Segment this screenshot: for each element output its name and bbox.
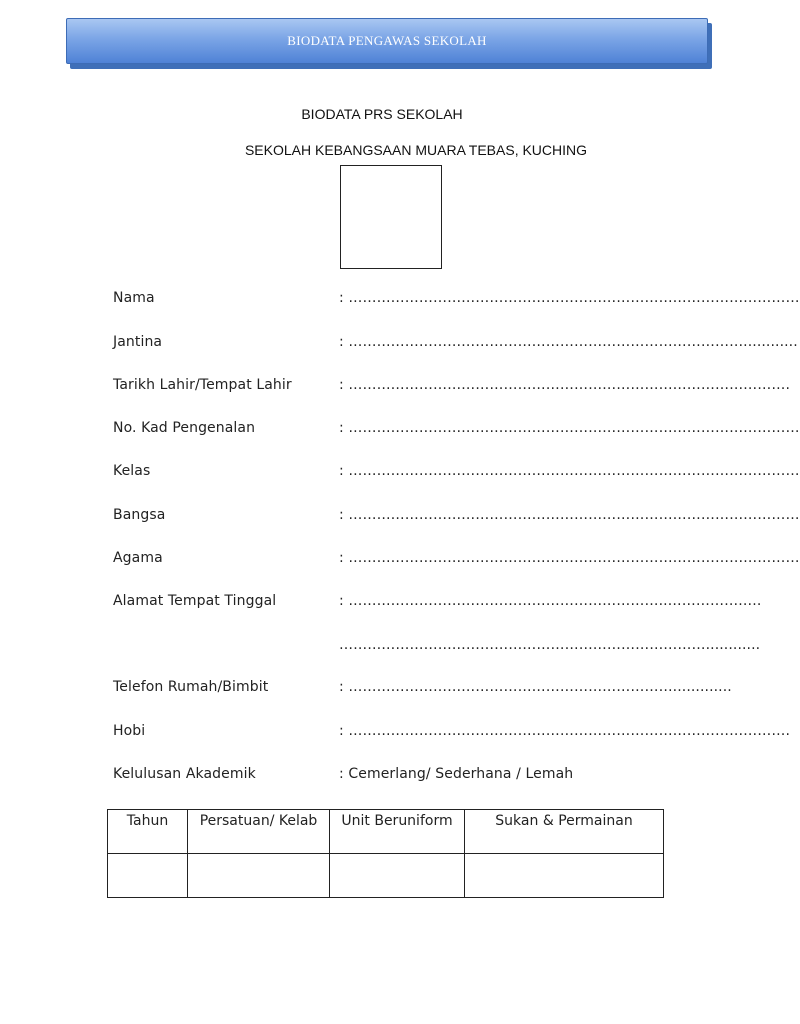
field-value-jantina: : …………………………………………………………………………............ [339, 334, 798, 350]
column-header-unit-beruniform: Unit Beruniform [330, 810, 465, 854]
column-header-persatuan: Persatuan/ Kelab [188, 810, 330, 854]
document-title: BIODATA PRS SEKOLAH [301, 106, 463, 122]
table-row [108, 854, 664, 898]
field-label-bangsa: Bangsa [113, 507, 166, 523]
table-cell [108, 854, 188, 898]
school-name: SEKOLAH KEBANGSAAN MUARA TEBAS, KUCHING [244, 142, 588, 158]
field-label-agama: Agama [113, 550, 163, 566]
field-value-nama: : …………………………………………………………………………………… [339, 290, 800, 306]
field-label-kelas: Kelas [113, 463, 151, 479]
field-value-bangsa: : …………………………………………………………………………………… [339, 507, 800, 523]
column-header-tahun: Tahun [108, 810, 188, 854]
activities-table [107, 809, 664, 898]
field-value-telefon: : ……………………………………………………………............. [339, 679, 732, 695]
table-cell [330, 854, 465, 898]
field-value-kad-pengenalan: : …………………………………………………………………………………… [339, 420, 800, 436]
field-label-nama: Nama [113, 290, 155, 306]
banner-title: BIODATA PENGAWAS SEKOLAH [66, 18, 708, 64]
field-value-alamat: : …………………………………………………………..……………….. [339, 593, 762, 609]
field-value-tarikh-lahir: : …………………………………………………………………………………. [339, 377, 791, 393]
field-label-kelulusan: Kelulusan Akademik [113, 766, 256, 782]
photo-box [340, 165, 442, 269]
field-label-kad-pengenalan: No. Kad Pengenalan [113, 420, 256, 436]
field-value-alamat-line2: ……………………………………………………………………............ [339, 637, 761, 653]
field-label-telefon: Telefon Rumah/Bimbit [113, 679, 269, 695]
header-banner [66, 18, 710, 68]
field-label-hobi: Hobi [113, 723, 146, 739]
field-value-kelulusan: : Cemerlang/ Sederhana / Lemah [339, 766, 574, 782]
table-cell [465, 854, 664, 898]
field-value-agama: : …………………………………………………………………………………… [339, 550, 800, 566]
table-header-row [108, 810, 664, 854]
table-cell [188, 854, 330, 898]
field-value-kelas: : …………………………………………………………………………………… [339, 463, 800, 479]
field-value-hobi: : …………………………………………………………………………………. [339, 723, 791, 739]
field-label-alamat: Alamat Tempat Tinggal [113, 593, 277, 609]
field-label-tarikh-lahir: Tarikh Lahir/Tempat Lahir [113, 377, 292, 393]
column-header-sukan: Sukan & Permainan [465, 810, 664, 854]
field-label-jantina: Jantina [113, 334, 163, 350]
